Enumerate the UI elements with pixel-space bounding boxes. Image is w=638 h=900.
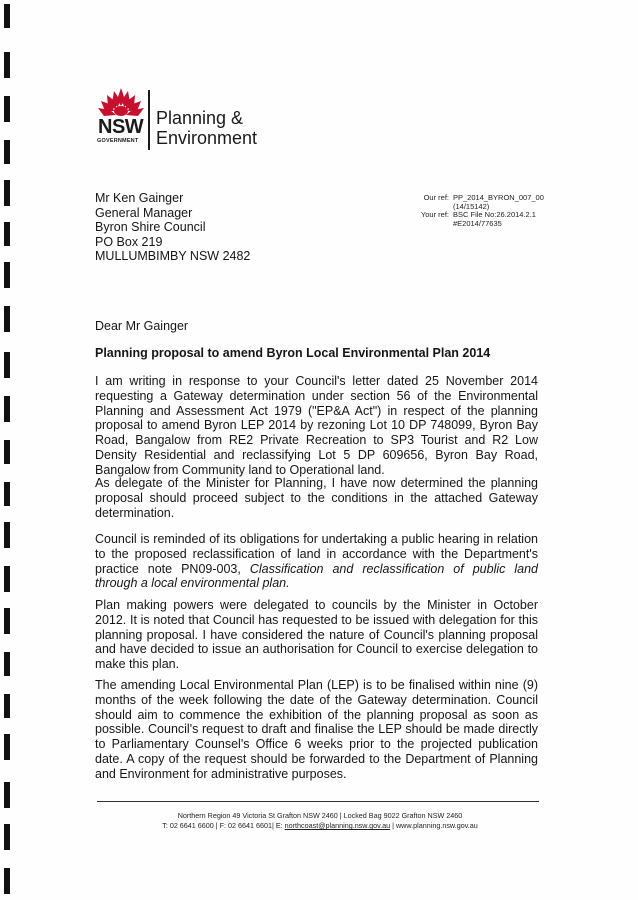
binder-mark [4, 396, 10, 422]
binder-mark [4, 96, 10, 122]
binder-mark [4, 306, 10, 332]
binder-mark [4, 262, 10, 288]
subject-line: Planning proposal to amend Byron Local Environmental Plan 2014 [95, 346, 491, 360]
logo-planning: Planning & [156, 108, 244, 128]
logo-environment: Environment [156, 128, 258, 148]
waratah-icon [96, 86, 146, 118]
your-ref-value: BSC File No:26.2014.2.1 [453, 210, 536, 219]
binder-mark [4, 522, 10, 548]
binder-mark [4, 222, 10, 246]
binder-mark [4, 652, 10, 676]
binder-mark [4, 694, 10, 718]
scan-binder-marks [4, 0, 12, 900]
recipient-locality: MULLUMBIMBY NSW 2482 [95, 249, 251, 263]
nsw-planning-logo [96, 86, 296, 156]
paragraph-determination: As delegate of the Minister for Planning, I have now determined the planning proposal should proceed subject to the conditions in the attached Gateway determination. [95, 476, 538, 520]
footer-email-link[interactable]: northcoast@planning.nsw.gov.au [284, 821, 391, 830]
recipient-name: Mr Ken Gainger [95, 191, 184, 205]
practice-note-title: Classification and reclassification of public land through a local environmental plan. [95, 561, 538, 591]
your-ref-row-2 [413, 220, 544, 229]
binder-mark [4, 824, 10, 850]
footer-phone-fax: T: 02 6641 6600 | F: 02 6641 6601| E: [162, 821, 285, 830]
footer-address: Northern Region 49 Victoria St Grafton NSW 2460 | Locked Bag 9022 Grafton NSW 2460 [177, 811, 463, 820]
binder-mark [4, 566, 10, 592]
your-ref-value-2: #E2014/77635 [453, 218, 502, 228]
binder-mark [4, 352, 10, 378]
your-ref-label: Your ref: [420, 210, 449, 219]
binder-mark [4, 482, 10, 506]
logo-divider [148, 90, 150, 150]
binder-mark [4, 608, 10, 634]
paragraph-delegation: Plan making powers were delegated to councils by the Minister in October 2012. It is noted that Council has requested to be issued with delegation for this planning proposal. I have considered the nature of Council's planning proposal and have decided to issue an authorisation for Council to exercise delegation to make this plan. [95, 598, 538, 672]
footer-contact [60, 821, 580, 830]
footer-divider [97, 801, 539, 802]
binder-mark [4, 52, 10, 78]
recipient-po-box: PO Box 219 [95, 234, 163, 249]
paragraph-public-hearing [95, 532, 538, 591]
government-wordmark: GOVERNMENT [97, 138, 139, 144]
reference-block [413, 194, 544, 228]
binder-mark [4, 868, 10, 894]
salutation: Dear Mr Gainger [95, 319, 189, 333]
binder-mark [4, 440, 10, 464]
recipient-title: General Manager [95, 205, 193, 220]
our-ref-value-2: (14/15142) [453, 201, 490, 211]
recipient-address [95, 191, 250, 264]
footer-website: | www.planning.nsw.gov.au [390, 821, 478, 830]
recipient-organisation: Byron Shire Council [95, 220, 206, 234]
binder-mark [4, 734, 10, 760]
binder-mark [4, 4, 10, 28]
binder-mark [4, 140, 10, 164]
paragraph-request: I am writing in response to your Council's letter dated 25 November 2014 requesting a Gateway determination under section 56 of the Environmental Planning and Assessment Act 1979 ("EP&A Act") in respect of the planning proposal to amend Byron LEP 2014 by rezoning Lot 10 DP 748099, Byron Bay Road, Bangalow from RE2 Private Recreation to SP3 Tourist and R2 Low Density Residential and reclassifying Lot 5 DP 609656, Byron Bay Road, Bangalow from Community land to Operational land. [95, 374, 538, 477]
nsw-wordmark: NSW [98, 116, 144, 138]
paragraph-timeframe: The amending Local Environmental Plan (LEP) is to be finalised within nine (9) months of the week following the date of the Gateway determination. Council should aim to commence the exhibition of the planning proposal as soon as possible. Council's request to draft and finalise the LEP should be made directly to Parliamentary Counsel's Office 6 weeks prior to the projected publication date. A copy of the request should be forwarded to the Department of Planning and Environment for administrative purposes. [95, 678, 538, 781]
binder-mark [4, 180, 10, 206]
our-ref-value: PP_2014_BYRON_007_00 [453, 193, 544, 202]
our-ref-label: Our ref: [423, 193, 449, 202]
paragraph-public-hearing-text: Council is reminded of its obligations for undertaking a public hearing in relation to the proposed reclassification of land in accordance with the Department's practice note PN09-003, [95, 532, 538, 576]
binder-mark [4, 782, 10, 808]
